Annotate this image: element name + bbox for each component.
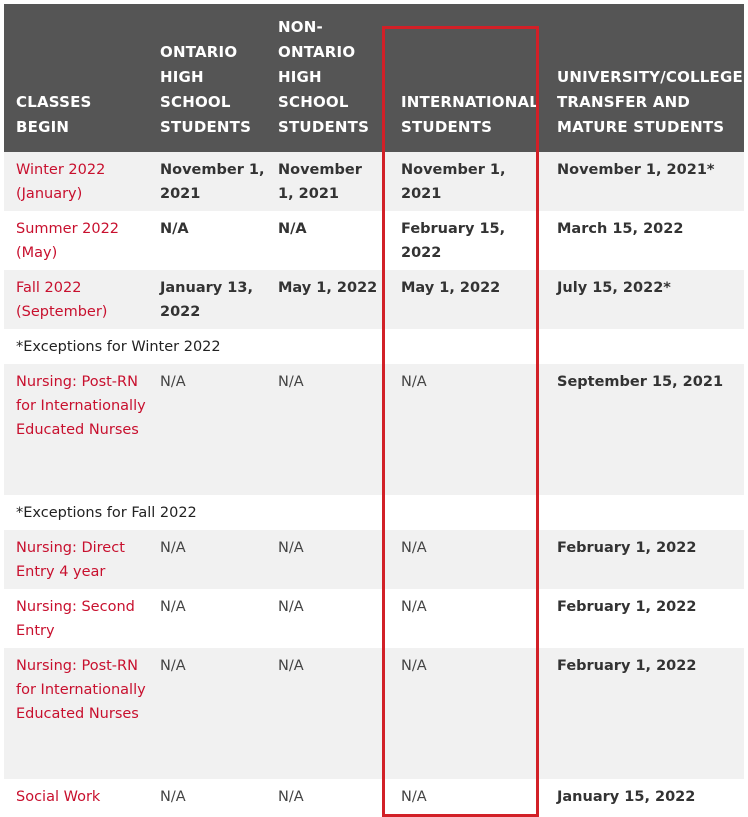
program-label[interactable]: Nursing: Post-RN for Internationally Educated Nurses xyxy=(16,374,146,438)
program-label[interactable]: Nursing: Second Entry xyxy=(16,599,135,639)
ontario-date: N/A xyxy=(160,374,186,390)
table-row xyxy=(4,364,744,495)
header-non-ontario: NON-ONTARIO HIGH SCHOOL STUDENTS xyxy=(278,18,370,136)
table-row xyxy=(4,530,744,589)
header-international: INTERNATIONAL STUDENTS xyxy=(401,93,540,136)
program-label[interactable]: Nursing: Post-RN for Internationally Educated Nurses xyxy=(16,658,146,722)
international-date: November 1, 2021 xyxy=(401,162,506,202)
header-classes-begin: CLASSES BEGIN xyxy=(16,93,92,136)
section-row xyxy=(4,495,744,530)
program-label[interactable]: Social Work xyxy=(16,789,101,805)
non-ontario-date: N/A xyxy=(278,789,304,805)
table-header xyxy=(4,4,744,152)
header-ontario: ONTARIO HIGH SCHOOL STUDENTS xyxy=(160,43,252,136)
table-row xyxy=(4,270,744,329)
program-label[interactable]: Nursing: Direct Entry 4 year xyxy=(16,540,125,580)
table-row xyxy=(4,648,744,779)
ontario-date: N/A xyxy=(160,221,189,237)
international-date: N/A xyxy=(401,540,427,556)
international-date: N/A xyxy=(401,374,427,390)
non-ontario-date: N/A xyxy=(278,599,304,615)
table-row xyxy=(4,211,744,270)
transfer-date: February 1, 2022 xyxy=(557,658,697,674)
deadlines-table xyxy=(4,4,744,814)
section-title-fall: *Exceptions for Fall 2022 xyxy=(16,505,197,521)
international-date: February 15, 2022 xyxy=(401,221,506,261)
transfer-date: February 1, 2022 xyxy=(557,599,697,615)
non-ontario-date: May 1, 2022 xyxy=(278,280,378,296)
transfer-date: July 15, 2022* xyxy=(557,280,671,296)
ontario-date: January 13, 2022 xyxy=(160,280,253,320)
table-row xyxy=(4,152,744,211)
ontario-date: November 1, 2021 xyxy=(160,162,265,202)
table-row xyxy=(4,589,744,648)
international-date: N/A xyxy=(401,599,427,615)
section-title-winter: *Exceptions for Winter 2022 xyxy=(16,339,221,355)
transfer-date: February 1, 2022 xyxy=(557,540,697,556)
ontario-date: N/A xyxy=(160,789,186,805)
non-ontario-date: N/A xyxy=(278,374,304,390)
term-label[interactable]: Fall 2022 (September) xyxy=(16,280,108,320)
section-row xyxy=(4,329,744,364)
table-row xyxy=(4,779,744,814)
term-label[interactable]: Winter 2022 (January) xyxy=(16,162,106,202)
international-date: N/A xyxy=(401,658,427,674)
international-date: N/A xyxy=(401,789,427,805)
non-ontario-date: N/A xyxy=(278,221,307,237)
transfer-date: March 15, 2022 xyxy=(557,221,684,237)
transfer-date: November 1, 2021* xyxy=(557,162,715,178)
transfer-date: January 15, 2022 xyxy=(557,789,696,805)
ontario-date: N/A xyxy=(160,540,186,556)
ontario-date: N/A xyxy=(160,658,186,674)
international-date: May 1, 2022 xyxy=(401,280,501,296)
non-ontario-date: N/A xyxy=(278,540,304,556)
non-ontario-date: November 1, 2021 xyxy=(278,162,362,202)
non-ontario-date: N/A xyxy=(278,658,304,674)
term-label[interactable]: Summer 2022 (May) xyxy=(16,221,120,261)
transfer-date: September 15, 2021 xyxy=(557,374,724,390)
ontario-date: N/A xyxy=(160,599,186,615)
header-transfer: UNIVERSITY/COLLEGE TRANSFER AND MATURE STUDENTS xyxy=(557,68,743,136)
